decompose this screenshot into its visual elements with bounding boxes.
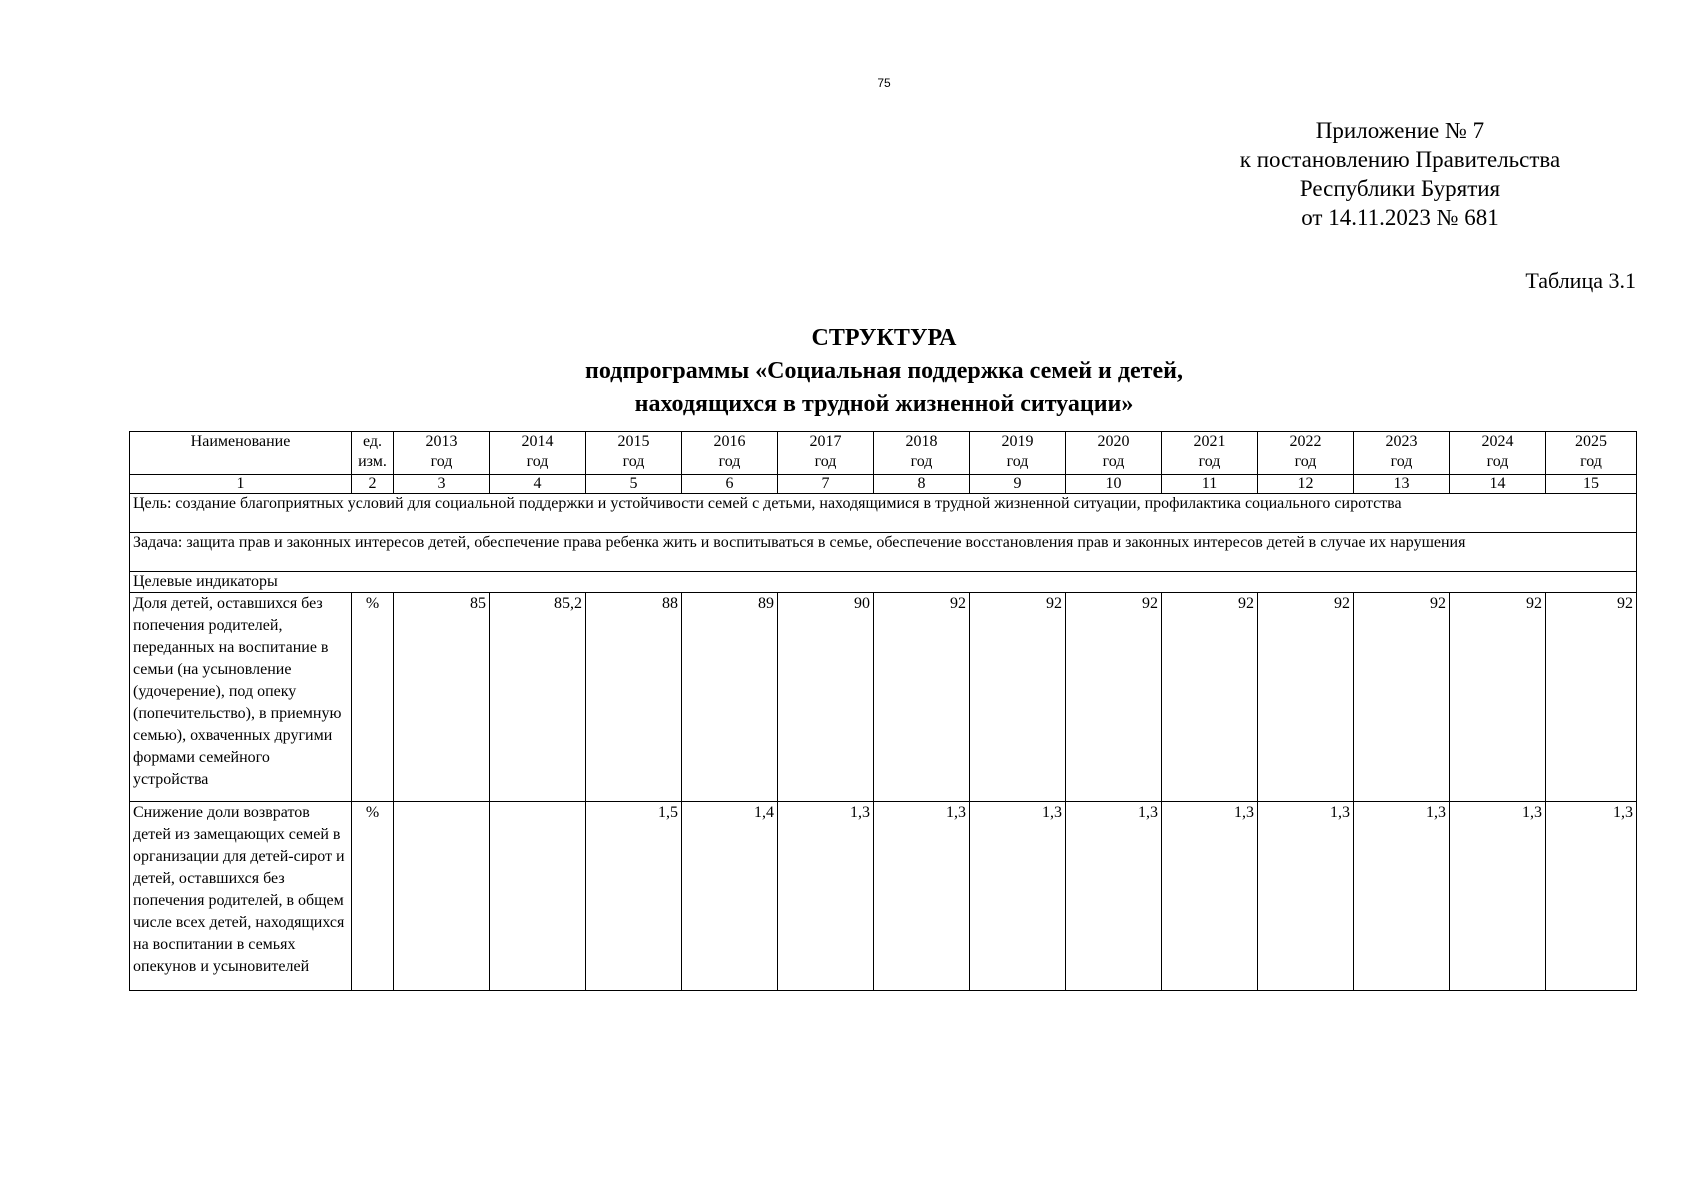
year-label: 2014 — [521, 433, 554, 450]
header-year-2018 — [874, 432, 970, 475]
header-year-2019 — [970, 432, 1066, 475]
year-label: 2022 — [1289, 433, 1322, 450]
column-number: 11 — [1162, 475, 1258, 494]
year-word: год — [1390, 453, 1413, 470]
year-word: год — [1294, 453, 1317, 470]
task-text: Задача: защита прав и законных интересов детей, обеспечение права ребенка жить и воспитываться в семье, обеспечение восстановления прав и законных интересов детей в случае их нарушения — [130, 533, 1637, 572]
year-word: год — [814, 453, 837, 470]
year-label: 2025 — [1575, 433, 1607, 450]
column-number: 1 — [130, 475, 352, 494]
header-unit-line-2: изм. — [358, 453, 387, 470]
appendix-line-1: Приложение № 7 — [1315, 118, 1485, 143]
header-year-2021 — [1162, 432, 1258, 475]
year-label: 2017 — [809, 433, 842, 450]
value-2024: 92 — [1450, 593, 1546, 802]
appendix-line-4: от 14.11.2023 № 681 — [1301, 205, 1499, 230]
heading-line-1: СТРУКТУРА — [811, 325, 957, 351]
header-year-2014 — [490, 432, 586, 475]
value-2016: 89 — [682, 593, 778, 802]
value-2016: 1,4 — [682, 802, 778, 991]
value-2015: 1,5 — [586, 802, 682, 991]
year-word: год — [718, 453, 741, 470]
goal-row — [130, 494, 1637, 533]
year-word: год — [622, 453, 645, 470]
value-2019: 92 — [970, 593, 1066, 802]
value-2013: 85 — [394, 593, 490, 802]
year-label: 2020 — [1097, 433, 1130, 450]
heading-line-3: находящихся в трудной жизненной ситуации» — [634, 391, 1134, 417]
value-2020: 92 — [1066, 593, 1162, 802]
year-label: 2016 — [713, 433, 746, 450]
table-number: Таблица 3.1 — [1525, 268, 1636, 293]
value-2017: 90 — [778, 593, 874, 802]
header-year-2015 — [586, 432, 682, 475]
indicator-unit: % — [352, 593, 394, 802]
value-2015: 88 — [586, 593, 682, 802]
header-year-2020 — [1066, 432, 1162, 475]
indicator-row-2 — [130, 802, 1637, 991]
column-number: 5 — [586, 475, 682, 494]
value-2023: 92 — [1354, 593, 1450, 802]
page-number: 75 — [877, 76, 891, 90]
header-unit — [352, 432, 394, 475]
indicator-name — [130, 802, 352, 991]
heading-line-2: подпрограммы «Социальная поддержка семей и детей, — [585, 358, 1183, 384]
column-number-row — [130, 475, 1637, 494]
appendix-line-3: Республики Бурятия — [1299, 176, 1501, 201]
column-number: 9 — [970, 475, 1066, 494]
year-label: 2015 — [617, 433, 650, 450]
column-number: 15 — [1546, 475, 1637, 494]
task-row — [130, 533, 1637, 572]
column-number: 3 — [394, 475, 490, 494]
header-year-2023 — [1354, 432, 1450, 475]
year-label: 2023 — [1385, 433, 1418, 450]
header-year-2017 — [778, 432, 874, 475]
column-number: 2 — [352, 475, 394, 494]
year-label: 2019 — [1001, 433, 1034, 450]
value-2021: 1,3 — [1162, 802, 1258, 991]
value-2019: 1,3 — [970, 802, 1066, 991]
value-2022: 92 — [1258, 593, 1354, 802]
column-number: 10 — [1066, 475, 1162, 494]
header-unit-line-1: ед. — [362, 433, 383, 450]
column-number: 12 — [1258, 475, 1354, 494]
header-year-2016 — [682, 432, 778, 475]
value-2023: 1,3 — [1354, 802, 1450, 991]
year-word: год — [1580, 453, 1602, 470]
value-2017: 1,3 — [778, 802, 874, 991]
document-heading — [0, 322, 1698, 421]
value-2021: 92 — [1162, 593, 1258, 802]
year-label: 2013 — [425, 433, 458, 450]
column-number: 13 — [1354, 475, 1450, 494]
year-label: 2018 — [905, 433, 938, 450]
header-name: Наименование — [130, 432, 352, 475]
indicator-name-text: Доля детей, оставшихся без попечения родителей, переданных на воспитание в семьи (на усыновление (удочерение), под опеку (попечительство), в приемную семью), охваченных другими формами семейного устройства — [133, 595, 342, 788]
year-word: год — [1198, 453, 1221, 470]
column-number: 14 — [1450, 475, 1546, 494]
header-row — [130, 432, 1637, 475]
value-2013 — [394, 802, 490, 991]
value-2022: 1,3 — [1258, 802, 1354, 991]
column-number: 8 — [874, 475, 970, 494]
appendix-block — [1150, 116, 1650, 232]
value-2014 — [490, 802, 586, 991]
column-number: 7 — [778, 475, 874, 494]
value-2018: 92 — [874, 593, 970, 802]
appendix-line-2: к постановлению Правительства — [1239, 147, 1561, 172]
goal-text: Цель: создание благоприятных условий для социальной поддержки и устойчивости семей с детьми, находящимися в трудной жизненной ситуации, профилактика социального сиротства — [130, 494, 1637, 533]
indicators-label: Целевые индикаторы — [130, 572, 1637, 593]
structure-table — [129, 431, 1637, 991]
value-2025: 1,3 — [1546, 802, 1637, 991]
header-year-2024 — [1450, 432, 1546, 475]
indicator-name-text: Снижение доли возвратов детей из замещающих семей в организации для детей-сирот и детей, оставшихся без попечения родителей, в общем числе всех детей, находящихся на воспитании в семьях опекунов и усыновителей — [133, 804, 345, 975]
year-word: год — [526, 453, 549, 470]
header-year-2022 — [1258, 432, 1354, 475]
column-number: 4 — [490, 475, 586, 494]
value-2020: 1,3 — [1066, 802, 1162, 991]
year-word: год — [430, 453, 453, 470]
value-2014: 85,2 — [490, 593, 586, 802]
year-word: год — [1486, 453, 1509, 470]
year-word: год — [1006, 453, 1029, 470]
year-word: год — [1102, 453, 1125, 470]
header-year-2013 — [394, 432, 490, 475]
year-word: год — [910, 453, 933, 470]
indicator-row-1 — [130, 593, 1637, 802]
indicator-unit: % — [352, 802, 394, 991]
year-label: 2024 — [1481, 433, 1514, 450]
header-year-2025 — [1546, 432, 1637, 475]
value-2025: 92 — [1546, 593, 1637, 802]
indicator-name — [130, 593, 352, 802]
value-2024: 1,3 — [1450, 802, 1546, 991]
column-number: 6 — [682, 475, 778, 494]
year-label: 2021 — [1193, 433, 1226, 450]
value-2018: 1,3 — [874, 802, 970, 991]
indicators-label-row — [130, 572, 1637, 593]
